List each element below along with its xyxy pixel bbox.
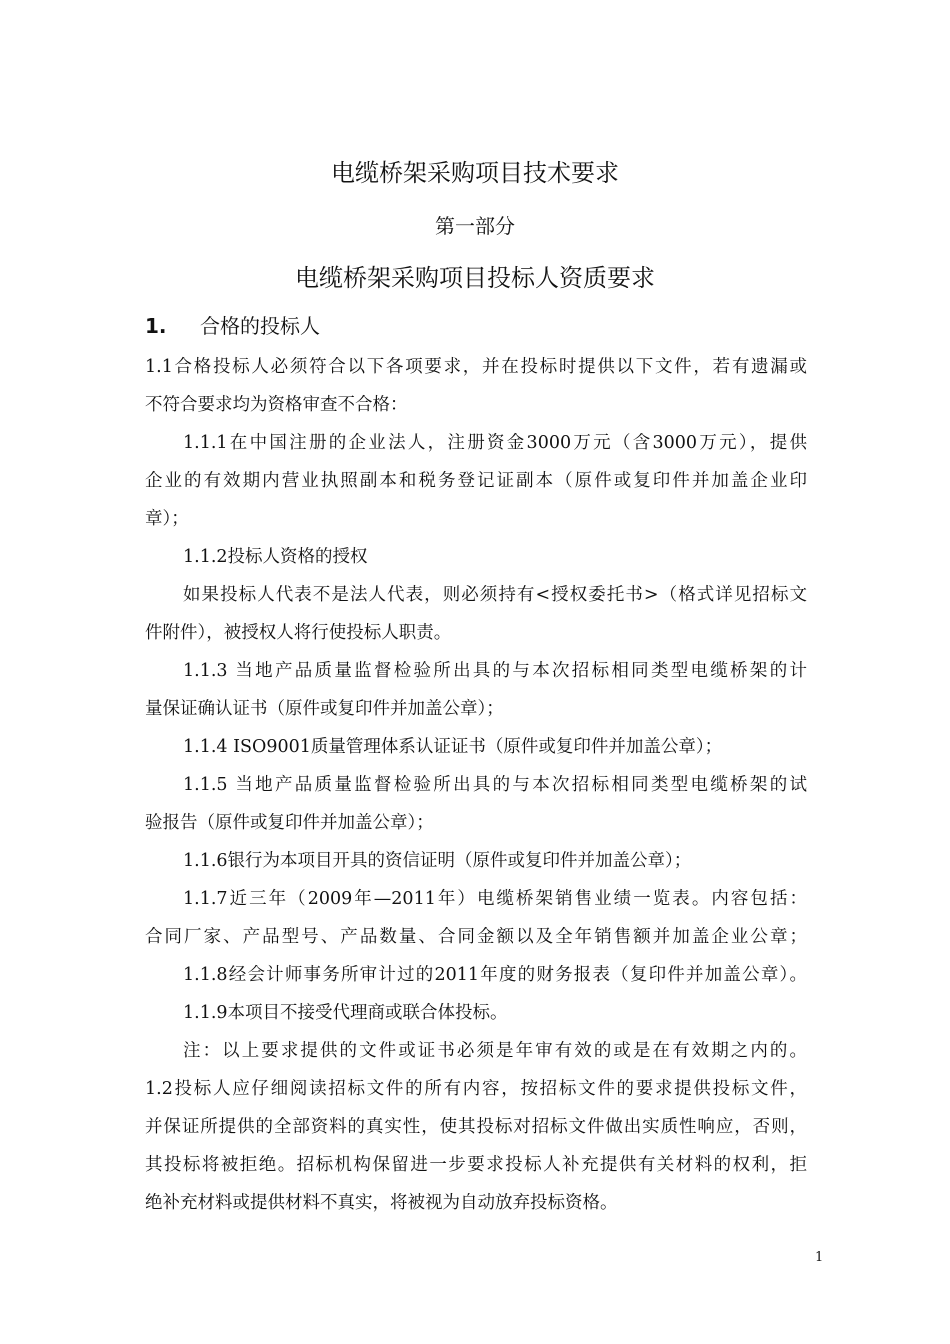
text-line: 绝补充材料或提供材料不真实，将被视为自动放弃投标资格。: [145, 1193, 618, 1213]
text-line: 注：以上要求提供的文件或证书必须是年审有效的或是在有效期之内的。: [183, 1041, 807, 1061]
text-line: 不符合要求均为资格审查不合格：: [145, 395, 408, 415]
section-title: 合格的投标人: [200, 314, 320, 338]
document-title: 电缆桥架采购项目技术要求: [331, 159, 619, 187]
text-line: 1.1.9本项目不接受代理商或联合体投标。: [183, 1003, 508, 1023]
page-number: 1: [815, 1250, 824, 1265]
text-line: 章）；: [145, 509, 189, 529]
part-label: 第一部分: [435, 214, 515, 238]
text-line: 1.1.8经会计师事务所审计过的2011年度的财务报表（复印件并加盖公章）。: [183, 965, 807, 985]
text-line: 验报告（原件或复印件并加盖公章）；: [145, 813, 434, 833]
text-line: 1.1.2投标人资格的授权: [183, 547, 368, 567]
text-line: 其投标将被拒绝。招标机构保留进一步要求投标人补充提供有关材料的权利，拒: [145, 1155, 807, 1175]
text-line: 并保证所提供的全部资料的真实性，使其投标对招标文件做出实质性响应，否则，: [145, 1117, 807, 1137]
text-line: 1.1.1在中国注册的企业法人，注册资金3000万元（含3000万元），提供: [183, 433, 807, 453]
text-line: 1.1.6银行为本项目开具的资信证明（原件或复印件并加盖公章）；: [183, 851, 692, 871]
text-line: 企业的有效期内营业执照副本和税务登记证副本（原件或复印件并加盖企业印: [145, 471, 807, 491]
text-line: 量保证确认证书（原件或复印件并加盖公章）；: [145, 699, 504, 719]
text-line: 件附件），被授权人将行使投标人职责。: [145, 623, 452, 643]
text-line: 1.1.5 当地产品质量监督检验所出具的与本次招标相同类型电缆桥架的试: [183, 775, 807, 795]
text-line: 1.1合格投标人必须符合以下各项要求，并在投标时提供以下文件，若有遗漏或: [145, 357, 807, 377]
document-subtitle: 电缆桥架采购项目投标人资质要求: [295, 264, 655, 292]
text-line: 1.1.4 ISO9001质量管理体系认证证书（原件或复印件并加盖公章）；: [183, 737, 723, 757]
text-line: 1.1.3 当地产品质量监督检验所出具的与本次招标相同类型电缆桥架的计: [183, 661, 807, 681]
text-line: 合同厂家、产品型号、产品数量、合同金额以及全年销售额并加盖企业公章；: [145, 927, 807, 947]
section-heading: [145, 310, 320, 339]
text-line: 1.2投标人应仔细阅读招标文件的所有内容，按招标文件的要求提供投标文件，: [145, 1079, 807, 1099]
text-line: 1.1.7近三年（2009年—2011年）电缆桥架销售业绩一览表。内容包括：: [183, 889, 807, 909]
text-line: 如果投标人代表不是法人代表，则必须持有<授权委托书>（格式详见招标文: [183, 585, 807, 605]
section-number: 1.: [145, 314, 167, 338]
